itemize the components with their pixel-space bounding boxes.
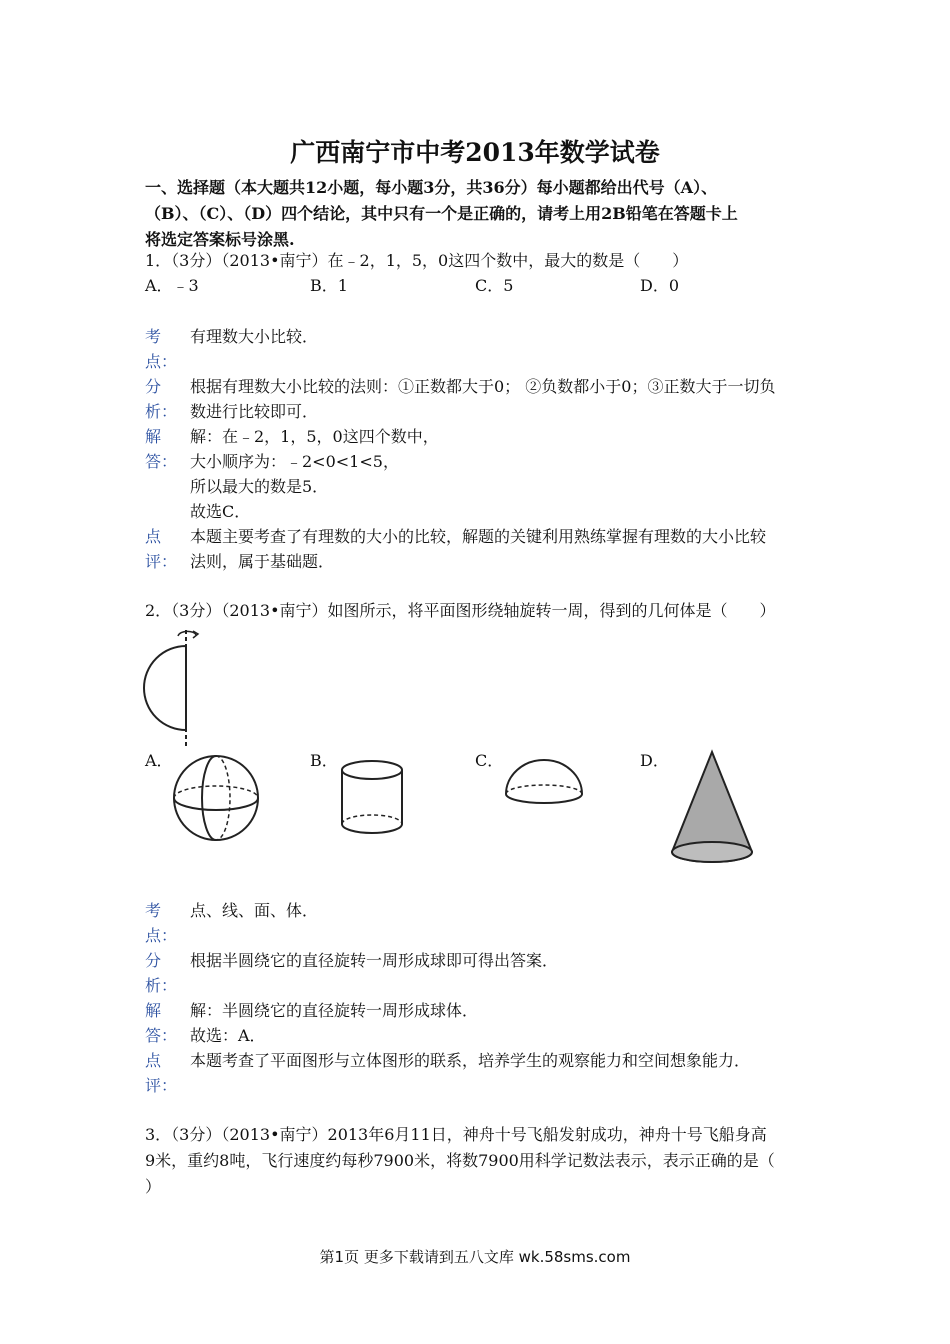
q1-option-a: A．﹣3: [145, 276, 199, 295]
cylinder-figure: [338, 758, 406, 838]
cone-figure: [664, 748, 760, 868]
q2-fenxi: 根据半圆绕它的直径旋转一周形成球即可得出答案．: [190, 951, 559, 970]
q2-dianping: 本题考查了平面图形与立体图形的联系，培养学生的观察能力和空间想象能力．: [190, 1051, 751, 1070]
q2-dianping-label-2: 评：: [145, 1076, 178, 1095]
semicircle-axis-figure: [138, 626, 208, 750]
q3-stem-line3: ）: [145, 1177, 162, 1196]
q1-dianping-line2: 法则，属于基础题．: [190, 552, 335, 571]
q1-dianping-line1: 本题主要考查了有理数的大小的比较，解题的关键利用熟练掌握有理数的大小比较: [190, 527, 767, 546]
q2-fenxi-label-2: 析：: [145, 976, 178, 995]
q1-option-d: D．0: [640, 276, 680, 295]
q1-kaodian-label-1: 考: [145, 327, 162, 346]
q1-fenxi-label-1: 分: [145, 377, 162, 396]
q3-stem-line2: 9米，重约8吨，飞行速度约每秒7900米，将数7900用科学记数法表示，表示正确的是（: [145, 1151, 775, 1170]
q2-kaodian: 点、线、面、体．: [190, 901, 319, 920]
q1-kaodian-label-2: 点：: [145, 352, 178, 371]
q2-jieda-line1: 解：半圆绕它的直径旋转一周形成球体．: [190, 1001, 479, 1020]
q2-stem: 2．（3分）（2013•南宁）如图所示，将平面图形绕轴旋转一周，得到的几何体是（ ）: [145, 601, 776, 620]
q1-option-c: C．5: [475, 276, 514, 295]
q2-jieda-label-2: 答：: [145, 1026, 178, 1045]
q1-jieda-line4: 故选C．: [190, 502, 251, 521]
q2-kaodian-label-1: 考: [145, 901, 162, 920]
page-footer: 第1页 更多下载请到五八文库 wk.58sms.com: [319, 1248, 631, 1266]
q1-fenxi-label-2: 析：: [145, 402, 178, 421]
section-instruction-line3: 将选定答案标号涂黑.: [145, 230, 295, 249]
q1-jieda-label-2: 答：: [145, 452, 178, 471]
q1-jieda-line1: 解：在﹣2，1，5，0这四个数中，: [190, 427, 439, 446]
hemisphere-figure: [500, 758, 588, 814]
q2-option-c: C．: [475, 751, 504, 770]
q2-option-d: D．: [640, 751, 669, 770]
q3-stem-line1: 3．（3分）（2013•南宁）2013年6月11日，神舟十号飞船发射成功，神舟十号飞船身高: [145, 1125, 767, 1144]
q1-fenxi-line2: 数进行比较即可．: [190, 402, 319, 421]
q1-fenxi-line1: 根据有理数大小比较的法则：①正数都大于0； ②负数都小于0；③正数大于一切负: [190, 377, 776, 396]
section-instruction-line2: （B）、（C）、（D）四个结论，其中只有一个是正确的，请考上用2B铅笔在答题卡上: [145, 204, 738, 223]
q2-fenxi-label-1: 分: [145, 951, 162, 970]
section-instruction-line1: 一、选择题（本大题共12小题，每小题3分，共36分）每小题都给出代号（A）、: [145, 178, 718, 197]
q2-kaodian-label-2: 点：: [145, 926, 178, 945]
q1-dianping-label-1: 点: [145, 527, 162, 546]
q2-option-a: A．: [145, 751, 173, 770]
q1-option-b: B．1: [310, 276, 348, 295]
page-title: 广西南宁市中考2013年数学试卷: [290, 138, 660, 167]
q1-jieda-line3: 所以最大的数是5．: [190, 477, 329, 496]
sphere-figure: [170, 752, 262, 844]
q2-dianping-label-1: 点: [145, 1051, 162, 1070]
q1-jieda-label-1: 解: [145, 427, 162, 446]
q1-dianping-label-2: 评：: [145, 552, 178, 571]
q1-stem: 1．（3分）（2013•南宁）在﹣2，1，5，0这四个数中，最大的数是（ ）: [145, 251, 689, 270]
q1-kaodian: 有理数大小比较．: [190, 327, 319, 346]
q2-jieda-line2: 故选：A．: [190, 1026, 266, 1045]
q1-jieda-line2: 大小顺序为：﹣2<0<1<5，: [190, 452, 399, 471]
q2-jieda-label-1: 解: [145, 1001, 162, 1020]
q2-option-b: B．: [310, 751, 338, 770]
